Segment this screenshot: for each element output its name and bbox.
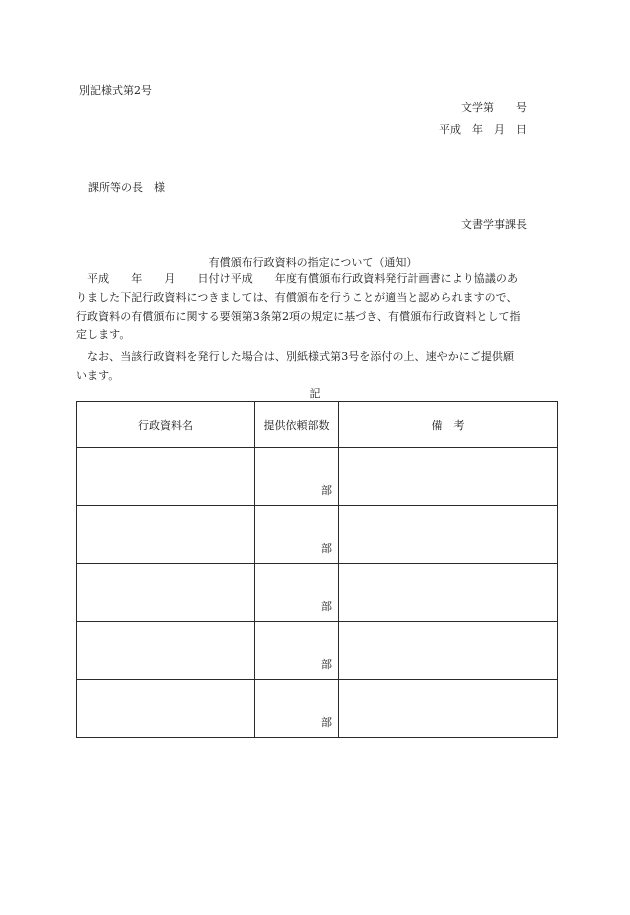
remarks-cell[interactable] xyxy=(339,506,558,564)
body-paragraph-1 xyxy=(76,270,556,345)
ki-label: 記 xyxy=(309,387,321,400)
paragraph-line: 定します。 xyxy=(76,328,131,342)
header-material-name: 行政資料名 xyxy=(77,402,255,448)
remarks-cell[interactable] xyxy=(339,564,558,622)
header-requested-copies: 提供依頼部数 xyxy=(255,402,339,448)
table-header-row xyxy=(77,402,558,448)
material-name-cell[interactable] xyxy=(77,448,255,506)
paragraph-line: 行政資料の有償頒布に関する要領第3条第2項の規定に基づき、有償頒布行政資料として指 xyxy=(76,309,521,323)
copies-unit: 部 xyxy=(321,716,332,729)
copies-cell[interactable] xyxy=(255,564,339,622)
table-row xyxy=(77,564,558,622)
table-row xyxy=(77,506,558,564)
copies-unit: 部 xyxy=(321,658,332,671)
copies-unit: 部 xyxy=(321,484,332,497)
copies-cell[interactable] xyxy=(255,448,339,506)
table-row xyxy=(77,680,558,738)
document-number: 文学第 号 xyxy=(461,101,527,114)
remarks-cell[interactable] xyxy=(339,448,558,506)
material-name-cell[interactable] xyxy=(77,506,255,564)
document-title-text: 有償頒布行政資料の指定について（通知） xyxy=(208,256,418,269)
paragraph-line: います。 xyxy=(76,368,120,382)
document-title xyxy=(0,257,630,268)
paragraph-line: なお、当該行政資料を発行した場合は、別紙様式第3号を添付の上、速やかにご提供願 xyxy=(76,350,514,363)
copies-cell[interactable] xyxy=(255,680,339,738)
material-name-cell[interactable] xyxy=(77,564,255,622)
remarks-cell[interactable] xyxy=(339,622,558,680)
sender: 文書学事課長 xyxy=(461,218,527,231)
paragraph-line: りました下記行政資料につきましては、有償頒布を行うことが適当と認められますので、 xyxy=(76,290,518,304)
material-name-cell[interactable] xyxy=(77,622,255,680)
remarks-cell[interactable] xyxy=(339,680,558,738)
materials-table xyxy=(76,401,558,738)
body-paragraph-2 xyxy=(76,348,556,386)
table-row xyxy=(77,448,558,506)
material-name-cell[interactable] xyxy=(77,680,255,738)
copies-unit: 部 xyxy=(321,600,332,613)
copies-cell[interactable] xyxy=(255,622,339,680)
header-remarks: 備 考 xyxy=(339,402,558,448)
copies-cell[interactable] xyxy=(255,506,339,564)
paragraph-line: 平成 年 月 日付け平成 年度有償頒布行政資料発行計画書により協議のあ xyxy=(76,272,518,285)
table-row xyxy=(77,622,558,680)
copies-unit: 部 xyxy=(321,542,332,555)
document-date: 平成 年 月 日 xyxy=(439,123,527,136)
form-number: 別記様式第2号 xyxy=(79,84,152,97)
addressee: 課所等の長 様 xyxy=(88,181,165,194)
